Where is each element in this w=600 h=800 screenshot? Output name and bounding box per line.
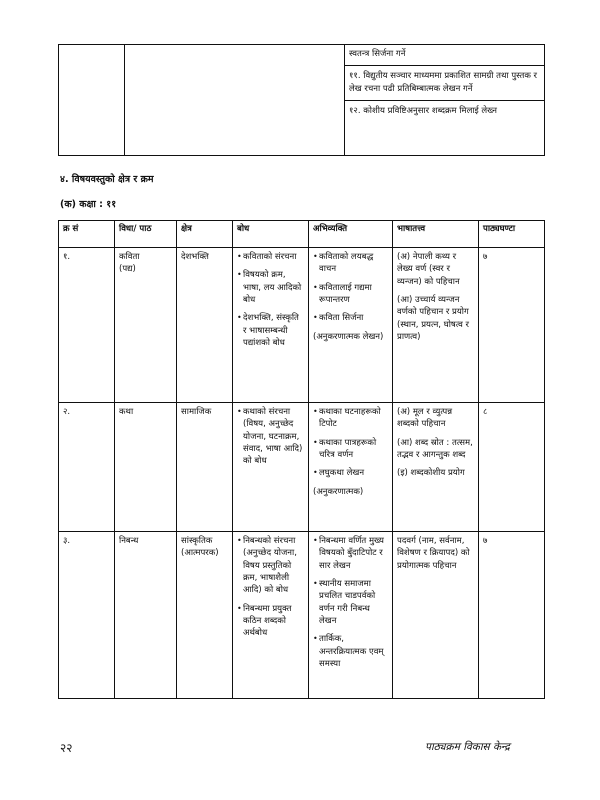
genre-name: निबन्ध (119, 536, 139, 546)
header-language: भाषातत्त्व (393, 221, 479, 248)
empty-cell (59, 45, 125, 156)
publisher-footer: पाठ्यक्रम विकास केन्द्र (425, 741, 510, 753)
serial-cell: १. (59, 248, 115, 403)
empty-cell (125, 45, 345, 156)
list-item: • कथाको संरचना (विषय, अनुच्छेद योजना, घटनाक्रम, संवाद, भाषा आदि) को बोध (237, 406, 304, 468)
header-comprehension: बोध (233, 221, 309, 248)
list-item: • विषयको क्रम, भाषा, लय आदिको बोध (237, 269, 304, 306)
objective-item: १२. कोशीय प्रविष्टिअनुसार शब्दक्रम मिलाई लेख्न (349, 105, 497, 116)
language-cell (393, 403, 479, 532)
genre-cell (115, 248, 177, 403)
table-header-row (59, 221, 545, 248)
list-item: • निबन्धमा प्रयुक्त कठिन शब्दको अर्थबोध (237, 603, 304, 640)
list-item: • कविताको लयबद्ध वाचन (313, 251, 388, 276)
list-item: • कवितालाई गद्यमा रूपान्तरण (313, 282, 388, 307)
hours-cell: ७ (479, 248, 545, 403)
header-genre: विधा/ पाठ (115, 221, 177, 248)
hours-cell: ८ (479, 403, 545, 532)
page-number: २२ (60, 741, 73, 755)
list-item: • निबन्धमा वर्णित मुख्य विषयको बुँदाटिपोट र सार लेखन (313, 535, 388, 572)
divider (345, 65, 544, 66)
continued-objectives-table (58, 44, 545, 156)
language-cell (393, 532, 479, 699)
list-item: • तार्किक, अन्तरक्रियात्मक एवम् समस्या (313, 633, 388, 670)
table-row (59, 248, 545, 403)
genre-cell (115, 532, 177, 699)
list-item: • कविता सिर्जना (313, 312, 388, 324)
list-item: (आ) उच्चार्य व्यन्जन वर्णको पहिचान र प्रयोग (स्थान, प्रयत्न, घोषत्व र प्राणत्व) (397, 294, 469, 342)
objective-item: ११. विद्युतीय सञ्चार माध्यममा प्रकाशित सामग्री तथा पुस्तक र लेख रचना पढी प्रतिबिम्बात्मक लेखन गर्ने (349, 71, 538, 94)
table-row (59, 403, 545, 532)
table-row (59, 532, 545, 699)
list-item: (इ) शब्दकोशीय प्रयोग (397, 468, 465, 479)
comprehension-cell (233, 248, 309, 403)
list-item: • देशभक्ति, संस्कृति र भाषासम्बन्धी पद्यांशको बोध (237, 312, 304, 349)
expression-cell (309, 403, 393, 532)
list-item: (आ) शब्द स्रोत : तत्सम, तद्भव र आगन्तुक शब्द (397, 437, 473, 460)
content-scope-table (58, 220, 545, 699)
hours-cell: ७ (479, 532, 545, 699)
expression-cell (309, 532, 393, 699)
genre-sub: (पद्य) (119, 264, 136, 275)
genre-name: कविता (119, 252, 140, 262)
expression-note: (अनुकरणात्मक लेखन) (313, 331, 384, 342)
header-serial: क्र सं (59, 221, 115, 248)
list-item: • स्थानीय समाजमा प्रचलित चाडपर्वको वर्णन गरी निबन्ध लेखन (313, 578, 388, 627)
header-area: क्षेत्र (177, 221, 233, 248)
list-item: पदवर्ग (नाम, सर्वनाम, विशेषण र क्रियापद) को प्रयोगात्मक पहिचान (397, 536, 470, 571)
expression-cell (309, 248, 393, 403)
genre-cell (115, 403, 177, 532)
divider (345, 100, 544, 101)
list-item: • कथाका घटनाहरूको टिपोट (313, 406, 388, 431)
header-hours: पाठ्यघण्टा (479, 221, 545, 248)
list-item: • लघुकथा लेखन (313, 467, 388, 479)
objectives-cell (345, 45, 545, 156)
header-expression: अभिव्यक्ति (309, 221, 393, 248)
serial-cell: २. (59, 403, 115, 532)
list-item: • कविताको संरचना (237, 251, 304, 263)
expression-note: (अनुकरणात्मक) (313, 486, 364, 497)
area-cell: सामाजिक (177, 403, 233, 532)
objective-item: स्वतन्त्र सिर्जना गर्ने (349, 49, 406, 59)
language-cell (393, 248, 479, 403)
section-title: ४. विषयवस्तुको क्षेत्र र क्रम (60, 174, 154, 185)
list-item: • निबन्धको संरचना (अनुच्छेद योजना, विषय प्रस्तुतिको क्रम, भाषाशैली आदि) को बोध (237, 535, 304, 597)
genre-name: कथा (119, 407, 134, 417)
area-cell: देशभक्ति (177, 248, 233, 403)
list-item: (अ) नेपाली कथ्य र लेख्य वर्ण (स्वर र व्यन्जन) को पहिचान (397, 252, 460, 287)
list-item: • कथाका पात्रहरूको चरित्र वर्णन (313, 437, 388, 462)
area-cell: सांस्कृतिक (आत्मपरक) (177, 532, 233, 699)
list-item: (अ) मूल र व्युत्पन्न शब्दको पहिचान (397, 407, 453, 430)
class-label: (क) कक्षा : ११ (60, 199, 117, 210)
comprehension-cell (233, 403, 309, 532)
comprehension-cell (233, 532, 309, 699)
serial-cell: ३. (59, 532, 115, 699)
